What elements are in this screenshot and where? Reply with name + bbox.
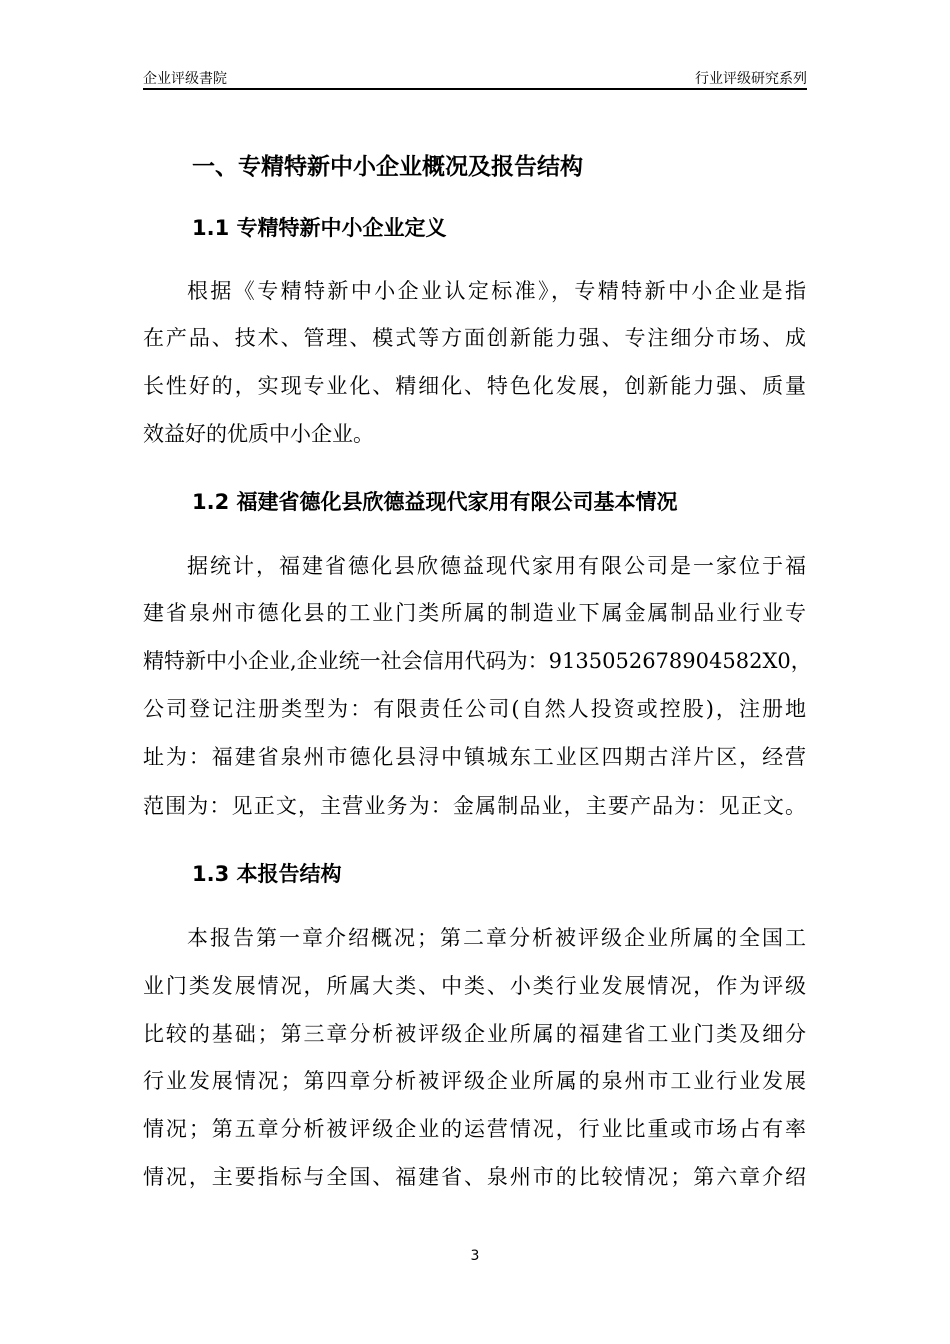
subsection-title: 1.1 专精特新中小企业定义 bbox=[192, 216, 447, 240]
paragraph-line: 长性好的，实现专业化、精细化、特色化发展，创新能力强、质量 bbox=[143, 374, 806, 398]
paragraph-line: 址为：福建省泉州市德化县浔中镇城东工业区四期古洋片区，经营 bbox=[143, 745, 806, 769]
paragraph-line: 公司登记注册类型为：有限责任公司(自然人投资或控股)，注册地 bbox=[143, 697, 806, 721]
paragraph-line: 本报告第一章介绍概况；第二章分析被评级企业所属的全国工 bbox=[187, 926, 806, 950]
paragraph-line: 据统计，福建省德化县欣德益现代家用有限公司是一家位于福 bbox=[187, 554, 806, 578]
section-title: 一、专精特新中小企业概况及报告结构 bbox=[192, 154, 583, 180]
paragraph-line: 效益好的优质中小企业。 bbox=[143, 422, 374, 446]
paragraph-line: 行业发展情况；第四章分析被评级企业所属的泉州市工业行业发展 bbox=[143, 1069, 806, 1093]
paragraph-line: 比较的基础；第三章分析被评级企业所属的福建省工业门类及细分 bbox=[143, 1022, 806, 1046]
paragraph-line: 情况；第五章分析被评级企业的运营情况，行业比重或市场占有率 bbox=[143, 1117, 806, 1141]
paragraph-line: 根据《专精特新中小企业认定标准》，专精特新中小企业是指 bbox=[187, 279, 806, 303]
paragraph-line: 在产品、技术、管理、模式等方面创新能力强、专注细分市场、成 bbox=[143, 326, 806, 350]
paragraph-line: 业门类发展情况，所属大类、中类、小类行业发展情况，作为评级 bbox=[143, 974, 806, 998]
paragraph-line: 建省泉州市德化县的工业门类所属的制造业下属金属制品业行业专 bbox=[143, 601, 806, 625]
subsection-title: 1.3 本报告结构 bbox=[192, 862, 342, 886]
header-left: 企业评级書院 bbox=[143, 71, 227, 87]
paragraph-line: 精特新中小企业,企业统一社会信用代码为：9135052678904582X0， bbox=[143, 649, 812, 673]
header-right: 行业评级研究系列 bbox=[695, 71, 807, 87]
paragraph-line: 情况，主要指标与全国、福建省、泉州市的比较情况；第六章介绍 bbox=[143, 1165, 806, 1189]
subsection-title: 1.2 福建省德化县欣德益现代家用有限公司基本情况 bbox=[192, 490, 678, 514]
header-rule bbox=[143, 88, 807, 90]
page-number: 3 bbox=[470, 1248, 480, 1264]
paragraph-line: 范围为：见正文，主营业务为：金属制品业，主要产品为：见正文。 bbox=[143, 794, 806, 818]
